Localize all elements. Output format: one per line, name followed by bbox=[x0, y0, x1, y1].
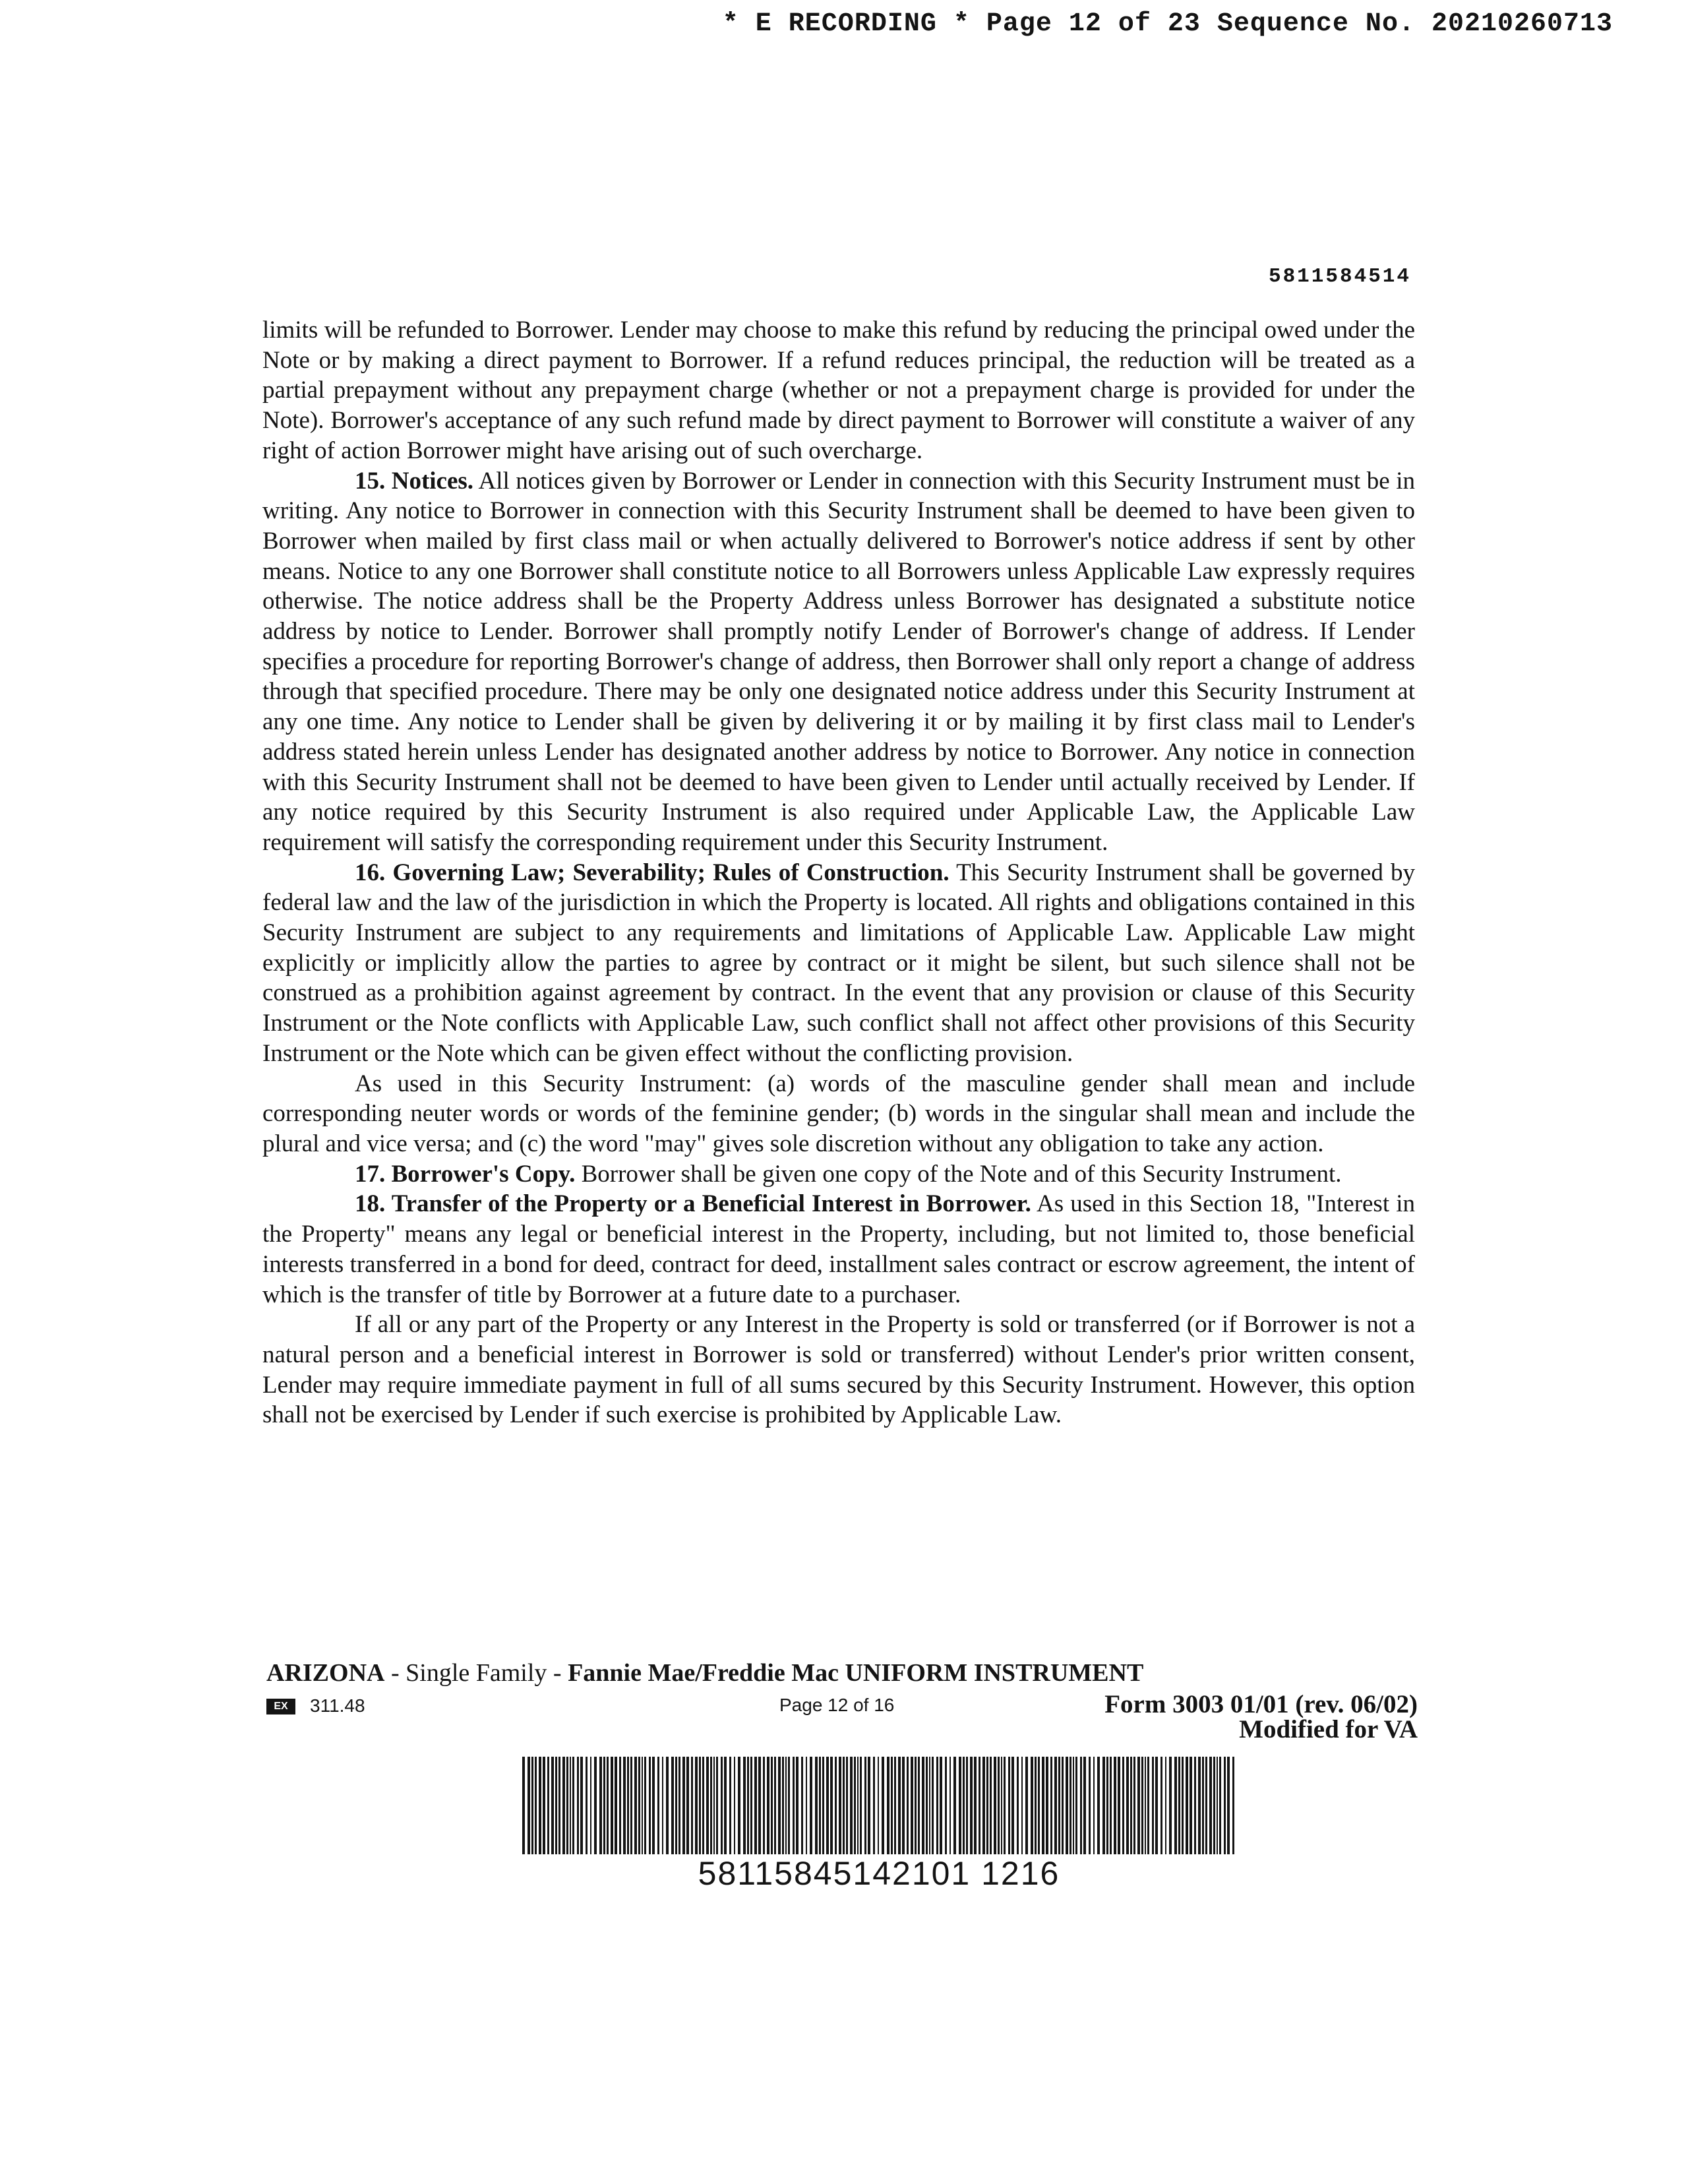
section-16 bbox=[262, 858, 1415, 1069]
footer-instrument: Fannie Mae/Freddie Mac UNIFORM INSTRUMENT bbox=[568, 1659, 1144, 1687]
form-number: Form 3003 01/01 (rev. 06/02) bbox=[1104, 1690, 1418, 1718]
footer-family-type: - Single Family - bbox=[384, 1659, 568, 1687]
footer-title bbox=[266, 1658, 1143, 1687]
loan-number: 5811584514 bbox=[1268, 265, 1411, 288]
section-15 bbox=[262, 466, 1415, 858]
barcode-icon bbox=[522, 1757, 1236, 1854]
form-code: 311.48 bbox=[310, 1695, 365, 1716]
section-17-text: Borrower shall be given one copy of the Note and of this Security Instrument. bbox=[575, 1160, 1342, 1188]
page-number: Page 12 of 16 bbox=[779, 1695, 895, 1715]
barcode-number: 58115845142101 1216 bbox=[698, 1855, 1060, 1892]
section-15-heading: 15. Notices. bbox=[355, 467, 474, 495]
section-15-text: All notices given by Borrower or Lender in connection with this Security Instrument must be in writing. Any notice to Borrower in connection with this Security Instrument shall be deemed to have been given to Borrower when mailed by first class mail or when actually delivered to Borrower's notice address if sent by other means. Notice to any one Borrower shall constitute notice to all Borrowers unless Applicable Law expressly requires otherwise. The notice address shall be the Property Address unless Borrower has designated a substitute notice address by notice to Lender. Borrower shall promptly notify Lender of Borrower's change of address. If Lender specifies a procedure for reporting Borrower's change of address, then Borrower shall only report a change of address through that specified procedure. There may be only one designated notice address under this Security Instrument at any one time. Any notice to Lender shall be given by delivering it or by mailing it by first class mail to Lender's address stated herein unless Lender has designated another address by notice to Borrower. Any notice in connection with this Security Instrument shall not be deemed to have been given to Lender until actually received by Lender. If any notice required by this Security Instrument is also required under Applicable Law, the Applicable Law requirement will satisfy the corresponding requirement under this Security Instrument. bbox=[262, 467, 1415, 856]
section-18 bbox=[262, 1189, 1415, 1310]
section-17 bbox=[262, 1159, 1415, 1190]
section-16-text: This Security Instrument shall be governed by federal law and the law of the jurisdiction in which the Property is located. All rights and obligations contained in this Security Instrument are subject to any requirements and limitations of Applicable Law. Applicable Law might explicitly or implicitly allow the parties to agree by contract or it might be silent, but such silence shall not be construed as a prohibition against agreement by contract. In the event that any provision or clause of this Security Instrument or the Note conflicts with Applicable Law, such conflict shall not affect other provisions of this Security Instrument or the Note which can be given effect without the conflicting provision. bbox=[262, 859, 1415, 1067]
ex-logo-icon: EX bbox=[266, 1699, 295, 1714]
document-body bbox=[262, 315, 1415, 1430]
paragraph-refund: limits will be refunded to Borrower. Lender may choose to make this refund by reducing the principal owed under the Note or by making a direct payment to Borrower. If a refund reduces principal, the reduction will be treated as a partial prepayment without any prepayment charge (whether or not a prepayment charge is provided for under the Note). Borrower's acceptance of any such refund made by direct payment to Borrower will constitute a waiver of any right of action Borrower might have arising out of such overcharge. bbox=[262, 317, 1415, 464]
section-16-paragraph-2: As used in this Security Instrument: (a) words of the masculine gender shall mean and include corresponding neuter words or words of the feminine gender; (b) words in the singular shall mean and include the plural and vice versa; and (c) the word "may" gives sole discretion without any obligation to take any action. bbox=[262, 1070, 1415, 1157]
section-18-heading: 18. Transfer of the Property or a Beneficial Interest in Borrower. bbox=[355, 1190, 1031, 1218]
section-17-heading: 17. Borrower's Copy. bbox=[355, 1160, 576, 1188]
section-18-paragraph-2: If all or any part of the Property or any Interest in the Property is sold or transferred (or if Borrower is not a natural person and a beneficial interest in Borrower is sold or transferred) without Lender's prior written consent, Lender may require immediate payment in full of all sums secured by this Security Instrument. However, this option shall not be exercised by Lender if such exercise is prohibited by Applicable Law. bbox=[262, 1311, 1415, 1429]
section-16-heading: 16. Governing Law; Severability; Rules of Construction. bbox=[355, 859, 950, 886]
recording-header: * E RECORDING * Page 12 of 23 Sequence No. 20210260713 bbox=[722, 9, 1613, 39]
footer-state: ARIZONA bbox=[266, 1659, 385, 1687]
modified-for-va: Modified for VA bbox=[1239, 1715, 1418, 1744]
section-18-text: As used in this Section 18, "Interest in the Property" means any legal or beneficial interest in the Property, including, but not limited to, those beneficial interests transferred in a bond for deed, contract for deed, installment sales contract or escrow agreement, the intent of which is the transfer of title by Borrower at a future date to a purchaser. bbox=[262, 1190, 1416, 1308]
